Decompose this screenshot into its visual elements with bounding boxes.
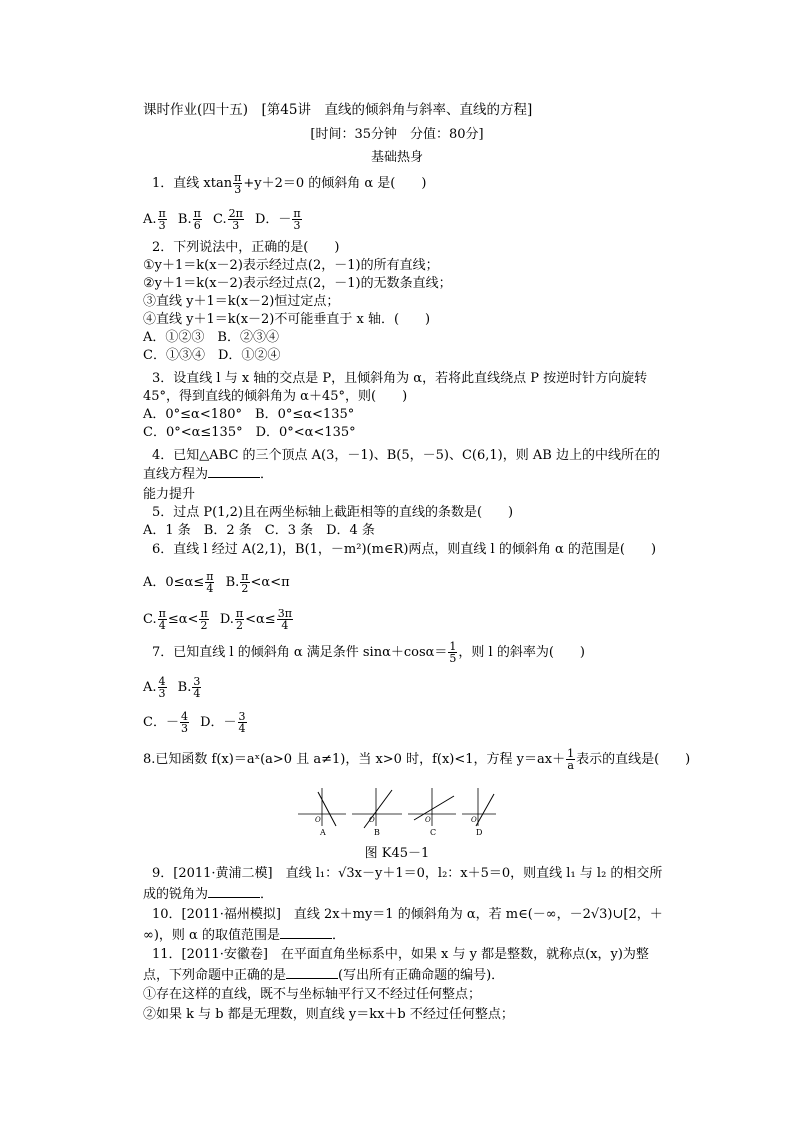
question-4: 4．已知△ABC 的三个顶点 A(3，－1)、B(5，－5)、C(6,1)，则 AB 边上的中线所在的: [152, 448, 660, 463]
question-2: 2．下列说法中，正确的是( ): [152, 240, 340, 255]
svg-text:B: B: [374, 828, 380, 836]
q11-statement-2: ②如果 k 与 b 都是无理数，则直线 y＝kx＋b 不经过任何整点；: [143, 1007, 514, 1022]
question-11: 11．[2011·安徽卷] 在平面直角坐标系中，如果 x 与 y 都是整数，就称点(x，y)为整: [152, 947, 649, 962]
q2-statement-1: ①y＋1＝k(x－2)表示经过点(2，－1)的所有直线；: [143, 258, 439, 273]
q2-statement-3: ③直线 y＋1＝k(x－2)恒过定点；: [143, 294, 340, 309]
q2-options-ab: A．①②③ B．②③④: [143, 330, 279, 345]
question-1-options: A. $\frac{\pi}{3}$ B. $\frac{\pi}{6}$ C. $\frac{2\pi}{3}$ D．－ $\frac{\pi}{3}$: [143, 207, 301, 232]
q7-options-cd: C．－ $\frac{4}{3}$ D．－ $\frac{3}{4}$: [143, 710, 246, 735]
svg-text:D: D: [476, 828, 483, 836]
graph-a: [298, 788, 346, 836]
question-9: 9．[2011·黄浦二模] 直线 l₁：√3x－y＋1＝0，l₂：x＋5＝0，则直线 l₁ 与 l₂ 的相交所: [152, 866, 663, 881]
question-5: 5．过点 P(1,2)且在两坐标轴上截距相等的直线的条数是( ): [152, 505, 514, 520]
question-6: 6．直线 l 经过 A(2,1)，B(1，－m²)(m∈R)两点，则直线 l 的倾斜角 α 的范围是( ): [152, 542, 657, 557]
question-4-cont: 直线方程为 ．: [143, 467, 274, 482]
time-score: [时间：35分钟 分值：80分]: [310, 127, 484, 142]
svg-text:A: A: [320, 828, 326, 836]
question-10-cont: ∞)，则 α 的取值范围是 ．: [143, 928, 345, 943]
question-1: 1．直线 xtan $\frac{\pi}{3}$ +y＋2＝0 的倾斜角 α 是( ): [152, 171, 427, 196]
svg-text:O: O: [315, 816, 321, 824]
q5-options: A．1 条 B．2 条 C．3 条 D．4 条: [143, 523, 375, 538]
q6-options-cd: C. $\frac{\pi}{4}$ ≤α< $\frac{\pi}{2}$ D. $\frac{\pi}{2}$ <α≤ $\frac{3\pi}{4}$: [143, 607, 292, 632]
q3-options-ab: A．0°≤α<180° B．0°≤α<135°: [143, 407, 355, 422]
svg-text:O: O: [369, 816, 375, 824]
q7-options-ab: A. $\frac{4}{3}$ B. $\frac{3}{4}$: [143, 675, 201, 700]
q2-statement-4: ④直线 y＋1＝k(x－2)不可能垂直于 x 轴．( ): [143, 312, 431, 327]
graph-d: [462, 788, 496, 836]
q3-options-cd: C．0°<α≤135° D．0°<α<135°: [143, 425, 356, 440]
question-3-cont: 45°，得到直线的倾斜角为 α＋45°，则( ): [143, 389, 408, 404]
figure-caption: 图 K45－1: [364, 846, 430, 861]
figure-k45-1: [296, 786, 496, 836]
question-10: 10．[2011·福州模拟] 直线 2x＋my＝1 的倾斜角为 α，若 m∈(－∞，－2√3)∪[2，＋: [152, 907, 663, 922]
page-title: 课时作业(四十五) [第45讲 直线的倾斜角与斜率、直线的方程]: [143, 102, 533, 118]
question-9-cont: 成的锐角为 ．: [143, 887, 274, 902]
svg-text:O: O: [471, 816, 477, 824]
question-11-cont: 点，下列命题中正确的是 (写出所有正确命题的编号)．: [143, 968, 505, 983]
q6-options-ab: A．0≤α≤ $\frac{\pi}{4}$ B. $\frac{\pi}{2}$ <α<π: [143, 570, 290, 595]
section-basic: 基础热身: [370, 150, 423, 165]
question-8: 8.已知函数 f(x)＝aˣ(a>0 且 a≠1)，当 x>0 时，f(x)<1，方程 y＝ax＋ $\frac{1}{a}$ 表示的直线是( ): [143, 747, 691, 772]
q2-statement-2: ②y＋1＝k(x－2)表示经过点(2，－1)的无数条直线；: [143, 276, 452, 291]
svg-text:C: C: [430, 828, 437, 836]
question-3: 3．设直线 l 与 x 轴的交点是 P，且倾斜角为 α，若将此直线绕点 P 按逆时针方向旋转: [152, 371, 648, 386]
question-7: 7．已知直线 l 的倾斜角 α 满足条件 sinα＋cosα＝ $\frac{1}{5}$ ，则 l 的斜率为( ): [152, 640, 585, 665]
graph-b: [352, 788, 402, 836]
section-advanced: 能力提升: [143, 487, 196, 502]
svg-text:O: O: [425, 816, 431, 824]
q2-options-cd: C．①③④ D．①②④: [143, 348, 281, 363]
q11-statement-1: ①存在这样的直线，既不与坐标轴平行又不经过任何整点；: [143, 987, 482, 1002]
graph-c: [408, 788, 456, 836]
